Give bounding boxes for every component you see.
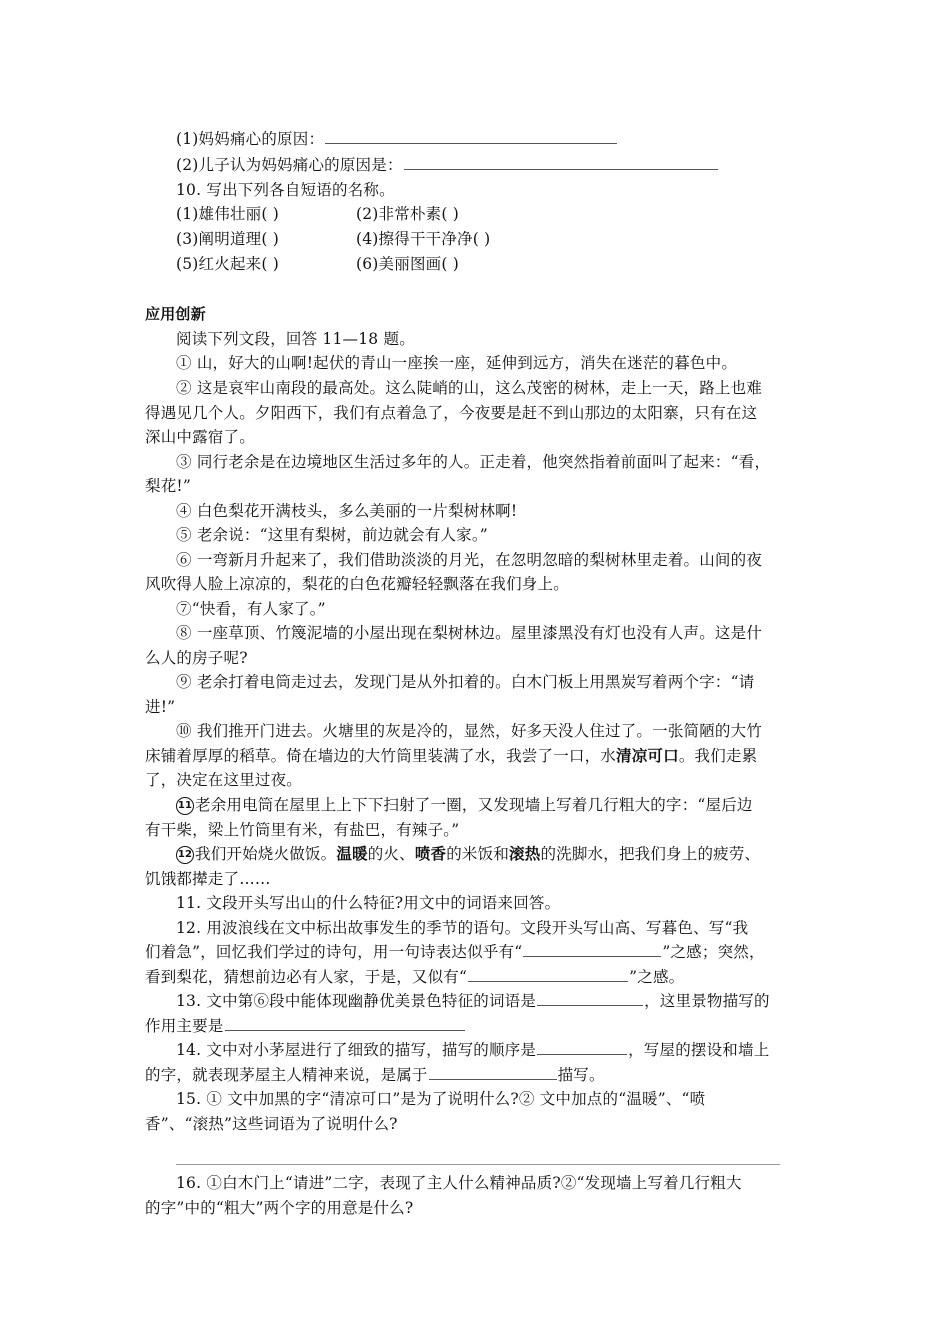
question-13-line-1 — [176, 990, 770, 1012]
q12-text-d: ”之感。 — [629, 968, 685, 986]
answer-blank — [429, 1064, 557, 1080]
q9-item-2-text: (2)儿子认为妈妈痛心的原因是： — [176, 156, 403, 174]
question-16-line-1: 16. ①白木门上“请进”二字，表现了主人什么精神品质?②“发现墙上写着几行粗大 — [176, 1174, 742, 1192]
paragraph-12-text-d: 的洗脚水，把我们身上的疲劳、 — [540, 845, 761, 863]
paragraph-number-11: 11 — [176, 797, 194, 815]
paragraph-8-line-2: 么人的房子呢? — [145, 649, 248, 667]
paragraph-3-line-1: ③ 同行老余是在边境地区生活过多年的人。正走着，他突然指着前面叫了起来：“看， — [176, 453, 771, 471]
q10-item-5: (5)红火起来( ) — [176, 255, 279, 273]
paragraph-1: ① 山，好大的山啊!起伏的青山一座挨一座，延伸到远方，消失在迷茫的暮色中。 — [176, 354, 738, 372]
q9-item-2 — [176, 154, 719, 176]
q12-text-b: ”之感；突然， — [662, 943, 765, 961]
question-14-line-1 — [176, 1039, 769, 1061]
question-12-line-1: 12. 用波浪线在文中标出故事发生的季节的语句。文段开头写山高、写暮色、写“我 — [176, 919, 749, 937]
question-11: 11. 文段开头写出山的什么特征?用文中的词语来回答。 — [176, 894, 561, 912]
paragraph-10-line-3: 了，决定在这里过夜。 — [145, 771, 303, 789]
q10-item-2: (2)非常朴素( ) — [356, 205, 459, 223]
paragraph-3-line-2: 梨花!” — [145, 477, 191, 495]
paragraph-2-line-3: 深山中露宿了。 — [145, 428, 255, 446]
answer-blank — [537, 990, 643, 1006]
reading-intro: 阅读下列文段，回答 11—18 题。 — [176, 330, 415, 348]
q10-item-4: (4)擦得干干净净( ) — [356, 230, 491, 248]
q14-text-b: ，写屋的摆设和墙上 — [628, 1041, 770, 1059]
q9-item-1 — [176, 128, 618, 150]
answer-line — [176, 1164, 780, 1165]
paragraph-2-line-1: ② 这是哀牢山南段的最高处。这么陡峭的山，这么茂密的树林，走上一天，路上也难 — [176, 379, 763, 397]
q9-item-1-text: (1)妈妈痛心的原因： — [176, 130, 325, 148]
question-12-line-2 — [145, 941, 765, 963]
question-15-line-2: 香”、“滚热”这些词语为了说明什么? — [145, 1115, 398, 1133]
q10-stem: 10. 写出下列各自短语的名称。 — [176, 181, 395, 199]
q13-text-b: ，这里景物描写的 — [644, 992, 770, 1010]
paragraph-11-line-2: 有干柴，梁上竹筒里有米，有盐巴，有辣子。” — [145, 821, 460, 839]
q13-text-a: 13. 文中第⑥段中能体现幽静优美景色特征的词语是 — [176, 992, 537, 1010]
paragraph-6-line-2: 风吹得人脸上凉凉的，梨花的白色花瓣轻轻飘落在我们身上。 — [145, 575, 569, 593]
paragraph-10-line-2 — [145, 745, 757, 767]
answer-blank — [537, 1039, 627, 1055]
question-14-line-2 — [145, 1064, 605, 1086]
q14-text-c: 的字，就表现茅屋主人精神来说，是属于 — [145, 1066, 428, 1084]
answer-blank — [468, 966, 628, 982]
paragraph-12-line-2: 饥饿都撵走了…… — [145, 870, 271, 888]
q10-row-2 — [176, 228, 490, 250]
bold-word-3: 滚热 — [509, 844, 541, 863]
paragraph-7: ⑦“快看，有人家了。” — [176, 600, 326, 618]
paragraph-11-text: 老余用电筒在屋里上上下下扫射了一圈，又发现墙上写着几行粗大的字：“屋后边 — [195, 796, 753, 814]
paragraph-9-line-1: ⑨ 老余打着电筒走过去，发现门是从外扣着的。白木门板上用黑炭写着两个字：“请 — [176, 673, 755, 691]
paragraph-10-text: 床铺着厚厚的稻草。倚在墙边的大竹筒里装满了水，我尝了一口，水 — [145, 747, 617, 765]
paragraph-12-text-c: 的米饭和 — [446, 845, 510, 863]
paragraph-9-line-2: 进!” — [145, 698, 176, 716]
paragraph-12-line-1 — [176, 843, 760, 865]
q14-text-a: 14. 文中对小茅屋进行了细致的描写，描写的顺序是 — [176, 1041, 537, 1059]
bold-phrase: 清凉可口 — [616, 746, 679, 765]
answer-blank — [325, 128, 617, 144]
question-13-line-2 — [145, 1015, 466, 1037]
q10-item-3: (3)阐明道理( ) — [176, 230, 279, 248]
question-15-line-1: 15. ① 文中加黑的字“清凉可口”是为了说明什么?② 文中加点的“温暖”、“喷 — [176, 1090, 706, 1108]
section-title: 应用创新 — [145, 305, 206, 323]
q12-text-a: 们着急”，回忆我们学过的诗句，用一句诗表达似乎有“ — [145, 943, 523, 961]
q13-text-c: 作用主要是 — [145, 1017, 224, 1035]
paragraph-10-text-end: 。我们走累 — [678, 747, 758, 765]
question-12-line-3 — [145, 966, 684, 988]
paragraph-11-line-1 — [176, 794, 753, 816]
paragraph-12-text-a: 我们开始烧火做饭。 — [195, 845, 337, 863]
q14-text-d: 描写。 — [557, 1066, 605, 1084]
q10-item-6: (6)美丽图画( ) — [356, 255, 459, 273]
answer-blank — [225, 1015, 465, 1031]
q10-row-1 — [176, 203, 459, 225]
paragraph-12-text-b: 的火、 — [367, 845, 415, 863]
q12-text-c: 看到梨花，猜想前边必有人家，于是，又似有“ — [145, 968, 468, 986]
question-16-line-2: 的字”中的“粗大”两个字的用意是什么? — [145, 1199, 414, 1217]
paragraph-8-line-1: ⑧ 一座草顶、竹篾泥墙的小屋出现在梨树林边。屋里漆黑没有灯也没有人声。这是什 — [176, 624, 763, 642]
q10-item-1: (1)雄伟壮丽( ) — [176, 205, 279, 223]
q10-row-3 — [176, 253, 459, 275]
bold-word-1: 温暖 — [336, 844, 368, 863]
paragraph-10-line-1: ⑩ 我们推开门进去。火塘里的灰是冷的，显然，好多天没人住过了。一张简陋的大竹 — [176, 722, 763, 740]
paragraph-4: ④ 白色梨花开满枝头，多么美丽的一片梨树林啊! — [176, 502, 518, 520]
answer-blank — [523, 941, 661, 957]
paragraph-5: ⑤ 老余说：“这里有梨树，前边就会有人家。” — [176, 526, 488, 544]
paragraph-number-12: 12 — [176, 846, 194, 864]
paragraph-6-line-1: ⑥ 一弯新月升起来了，我们借助淡淡的月光，在忽明忽暗的梨树林里走着。山间的夜 — [176, 551, 763, 569]
bold-word-2: 喷香 — [414, 844, 447, 863]
answer-blank — [404, 154, 718, 170]
paragraph-2-line-2: 得遇见几个人。夕阳西下，我们有点着急了，今夜要是赶不到山那边的太阳寨，只有在这 — [145, 404, 758, 422]
